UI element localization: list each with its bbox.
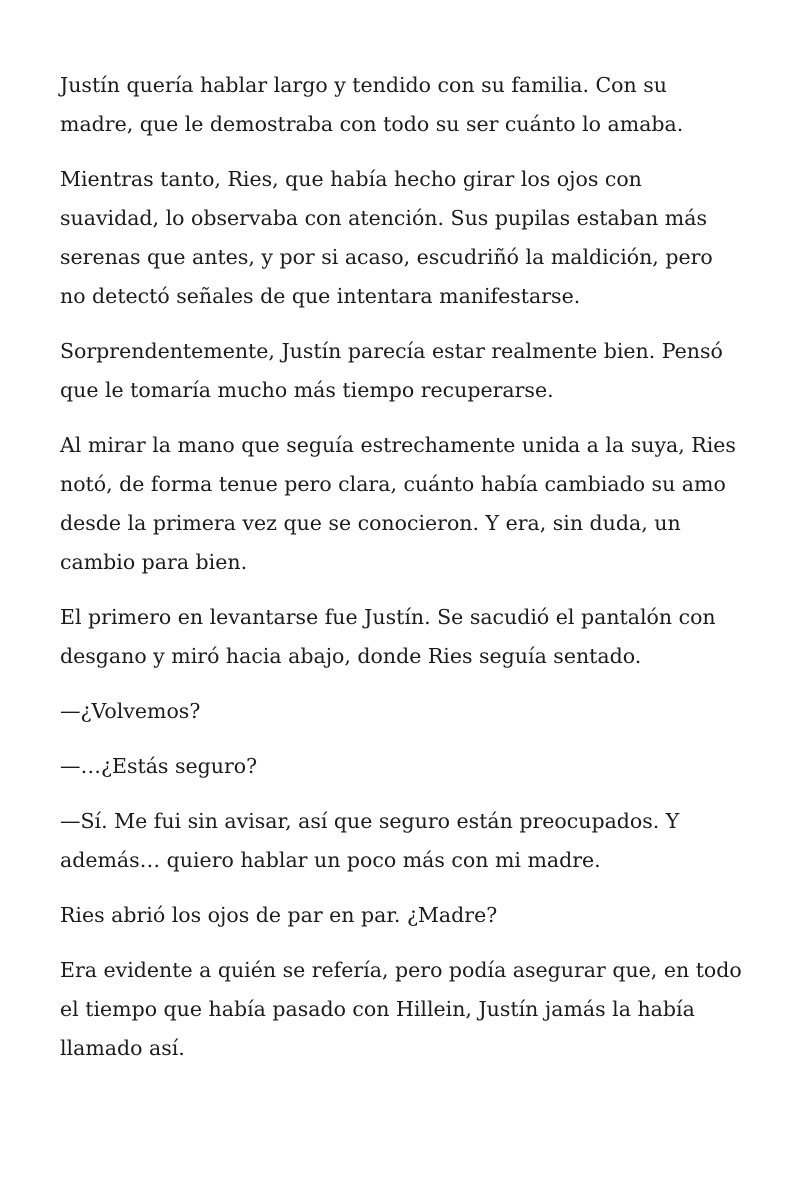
dialogue-line-2: —…¿Estás seguro? [60,754,258,778]
paragraph-4: Al mirar la mano que seguía estrechamente unida a la suya, Ries notó, de forma tenue pero clara, cuánto había cambiado su amo desde la primera vez que se conocieron. Y era, sin duda, un cambio para bien. [60,433,736,574]
paragraph-1: Justín quería hablar largo y tendido con su familia. Con su madre, que le demostraba con todo su ser cuánto lo amaba. [60,73,684,136]
paragraph-7: Era evidente a quién se refería, pero podía asegurar que, en todo el tiempo que había pasado con Hillein, Justín jamás la había llamado así. [60,958,742,1060]
dialogue-line-1: —¿Volvemos? [60,699,201,723]
paragraph-5: El primero en levantarse fue Justín. Se sacudió el pantalón con desgano y miró hacia abajo, donde Ries seguía sentado. [60,605,716,668]
paragraph-6: Ries abrió los ojos de par en par. ¿Madre? [60,903,498,927]
paragraph-2: Mientras tanto, Ries, que había hecho girar los ojos con suavidad, lo observaba con atención. Sus pupilas estaban más serenas que antes, y por si acaso, escudriñó la maldición, pero no detectó señales de que intentara manifestarse. [60,167,713,308]
paragraph-3: Sorprendentemente, Justín parecía estar realmente bien. Pensó que le tomaría mucho más tiempo recuperarse. [60,339,723,402]
dialogue-line-3: —Sí. Me fui sin avisar, así que seguro están preocupados. Y además… quiero hablar un poco más con mi madre. [60,809,680,872]
